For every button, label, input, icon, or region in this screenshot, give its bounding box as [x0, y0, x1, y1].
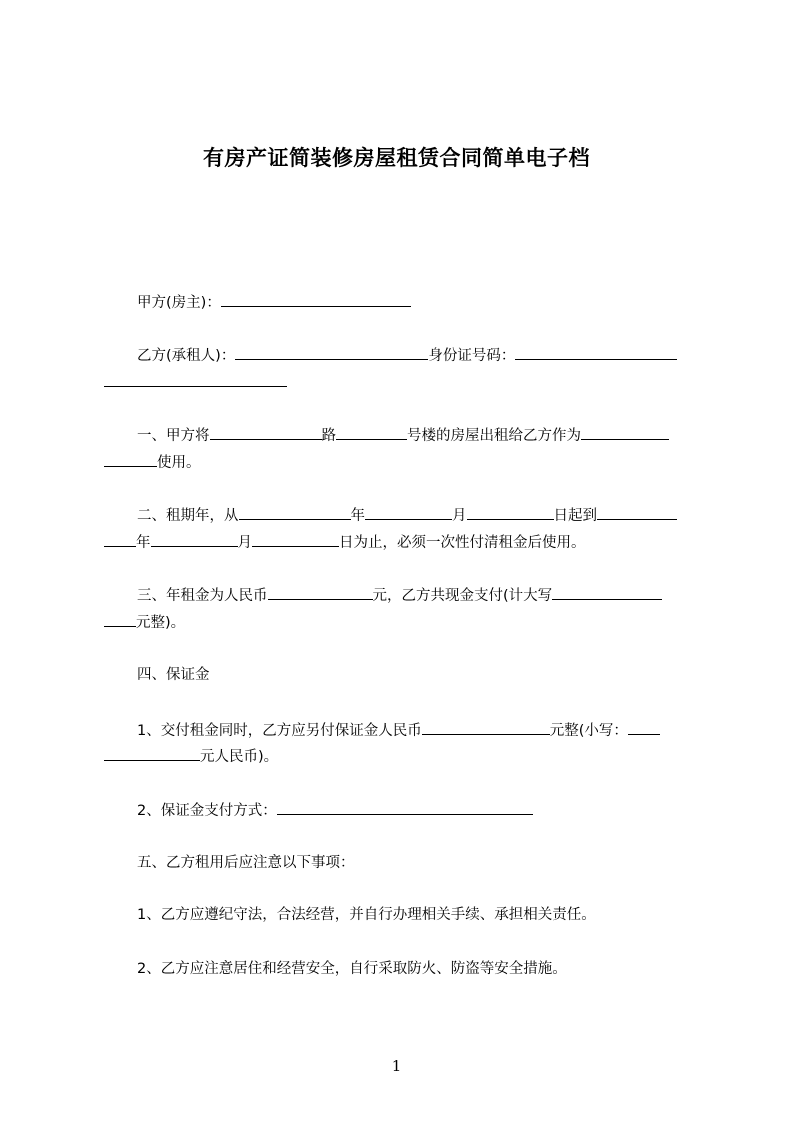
- clause-4-item-1-text-a: 1、交付租金同时，乙方应另付保证金人民币: [137, 723, 422, 739]
- clause-2-start-day-blank: [467, 505, 554, 520]
- clause-3-uppercase-blank: [552, 585, 662, 600]
- clause-2-text-d: 日起到: [553, 508, 597, 524]
- clause-2-text-e: 年: [136, 535, 151, 551]
- clause-2-text-f: 月: [237, 535, 252, 551]
- clause-5-item-2: 2、乙方应注意居住和经营安全，自行采取防火、防盗等安全措施。: [137, 961, 567, 977]
- party-b-name-blank: [235, 345, 428, 360]
- party-a-blank: [221, 292, 411, 307]
- clause-2-text-c: 月: [452, 508, 467, 524]
- clause-2-text-b: 年: [350, 508, 365, 524]
- clause-3-text-a: 三、年租金为人民币: [137, 588, 268, 604]
- clause-2-line-2: [104, 532, 586, 553]
- party-b-line-2: [104, 372, 287, 393]
- clause-1-text-a: 一、甲方将: [137, 428, 210, 444]
- clause-4-item-1-line: [137, 720, 660, 741]
- page-number: 1: [391, 1057, 402, 1075]
- clause-3-rent-blank: [268, 585, 373, 600]
- party-b-id-blank: [515, 345, 677, 360]
- clause-2-end-month-blank: [151, 532, 238, 547]
- clause-1-text-b: 路: [321, 428, 336, 444]
- party-a-line: [137, 292, 411, 313]
- clause-1-line: [137, 425, 669, 446]
- clause-1-use-blank-cont: [104, 452, 157, 467]
- clause-2-start-year-blank: [239, 505, 351, 520]
- clause-4-item-1-text-b: 元整(小写：: [549, 723, 628, 739]
- clause-1-text-c: 号楼的房屋出租给乙方作为: [407, 428, 581, 444]
- document-title: 有房产证简装修房屋租赁合同简单电子档: [203, 146, 590, 170]
- party-b-id-blank-cont: [104, 372, 287, 387]
- clause-4-lowercase-blank-cont: [104, 746, 200, 761]
- clause-3-text-c: 元整)。: [136, 615, 186, 631]
- clause-2-text-a: 二、租期年，从: [137, 508, 239, 524]
- clause-4-deposit-blank: [422, 720, 550, 735]
- clause-1-line-2: [104, 452, 201, 473]
- party-b-id-label: 身份证号码：: [428, 348, 516, 364]
- clause-2-text-g: 日为止，必须一次性付清租金后使用。: [339, 535, 586, 551]
- clause-5-item-1: 1、乙方应遵纪守法，合法经营，并自行办理相关手续、承担相关责任。: [137, 907, 596, 923]
- clause-3-line: [137, 585, 662, 606]
- clause-5-heading: 五、乙方租用后应注意以下事项：: [137, 855, 355, 871]
- clause-2-end-year-blank-cont: [104, 532, 136, 547]
- clause-4-lowercase-blank: [628, 720, 660, 735]
- party-b-line: [137, 345, 677, 366]
- clause-1-building-blank: [336, 425, 407, 440]
- clause-2-line: [137, 505, 677, 526]
- clause-3-uppercase-blank-cont: [104, 612, 136, 627]
- clause-3-text-b: 元，乙方共现金支付(计大写: [372, 588, 553, 604]
- clause-4-heading: 四、保证金: [137, 667, 210, 683]
- clause-2-start-month-blank: [365, 505, 452, 520]
- party-a-label: 甲方(房主)：: [137, 295, 221, 311]
- clause-2-end-day-blank: [252, 532, 339, 547]
- party-b-label: 乙方(承租人)：: [137, 348, 236, 364]
- clause-1-use-blank: [581, 425, 669, 440]
- clause-4-item-2-line: [137, 800, 533, 821]
- clause-1-road-blank: [210, 425, 322, 440]
- clause-2-end-year-blank: [597, 505, 677, 520]
- clause-3-line-2: [104, 612, 185, 633]
- clause-4-item-1-line-2: [104, 746, 278, 767]
- clause-4-item-2-text-a: 2、保证金支付方式：: [137, 803, 277, 819]
- clause-4-item-1-text-c: 元人民币)。: [200, 749, 279, 765]
- clause-4-payment-method-blank: [277, 800, 533, 815]
- clause-1-text-d: 使用。: [157, 455, 201, 471]
